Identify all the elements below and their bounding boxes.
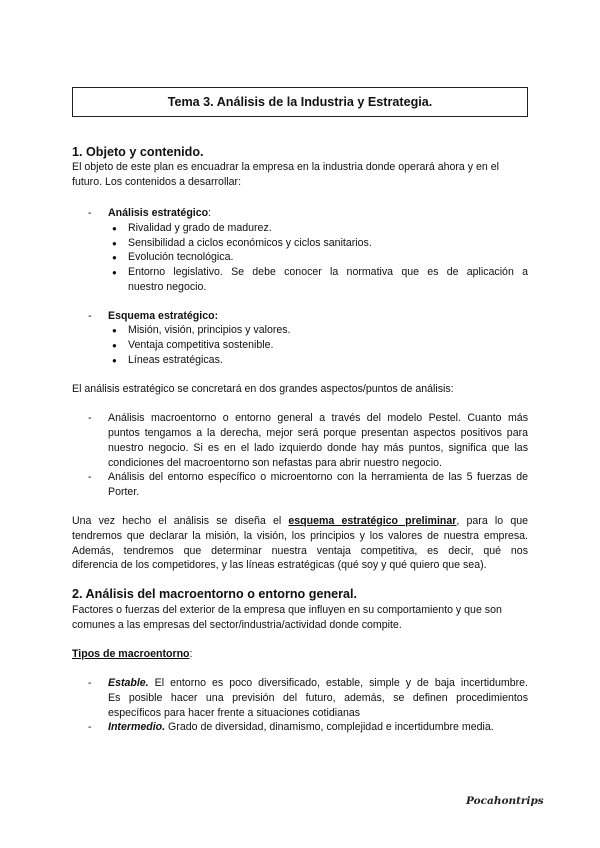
point-line: Análisis del entorno específico o microentorno con la herramienta de las 5 fuerzas de: [108, 471, 528, 483]
analysis-point-1: [88, 411, 528, 471]
type-line: [108, 676, 528, 691]
section-2-heading: 2. Análisis del macroentorno o entorno general.: [72, 587, 358, 601]
type-description: El entorno es poco diversificado, estable, simple y de baja incertidumbre.: [148, 677, 528, 689]
author-signature: Pocahontrips: [466, 795, 544, 807]
group-analisis-estrategico: [88, 206, 211, 221]
bullet-item: ● Evolución tecnológica.: [128, 250, 233, 265]
type-line: Es posible hacer una previsión del futuro, además, se definen procedimientos: [108, 692, 528, 704]
point-line: Análisis macroentorno o entorno general a través del modelo Pestel. Cuanto más: [108, 412, 528, 424]
section-2-intro-line-2: comunes a las empresas del sector/industria/actividad donde compite.: [72, 619, 402, 631]
type-name: Intermedio.: [108, 721, 166, 733]
group-label: Esquema estratégico:: [108, 310, 219, 322]
section-1-intro-line-2: futuro. Los contenidos a desarrollar:: [72, 176, 242, 188]
page-title: Tema 3. Análisis de la Industria y Estrategia.: [72, 87, 528, 117]
analysis-intro: El análisis estratégico se concretará en dos grandes aspectos/puntos de análisis:: [72, 383, 454, 395]
group-label-colon: :: [208, 207, 212, 219]
dash-marker: -: [88, 677, 92, 689]
closing-line-4: diferencia de los competidores, y las líneas estratégicas (qué soy y qué quiero que sea).: [72, 559, 487, 571]
types-heading: [72, 647, 192, 662]
point-line: condiciones del macroentorno son nefastas para abrir nuestro negocio.: [108, 457, 442, 469]
bullet-item: ● Ventaja competitiva sostenible.: [128, 338, 273, 353]
point-line: Porter.: [108, 486, 140, 498]
bullet-item: ● Sensibilidad a ciclos económicos y ciclos sanitarios.: [128, 236, 372, 251]
closing-line-1: [72, 514, 528, 529]
bullet-item-continuation: nuestro negocio.: [128, 281, 207, 293]
dash-marker: -: [88, 310, 92, 322]
bullet-item: ● Misión, visión, principios y valores.: [128, 323, 291, 338]
type-line: [108, 720, 528, 735]
dash-marker: -: [88, 207, 92, 219]
bullet-item: ● Rivalidad y grado de madurez.: [128, 221, 272, 236]
section-1-heading: 1. Objeto y contenido.: [72, 145, 204, 159]
group-label: Análisis estratégico: [108, 207, 209, 219]
bullet-item: ● Líneas estratégicas.: [128, 353, 223, 368]
types-label: Tipos de macroentorno: [72, 648, 190, 660]
group-esquema-estrategico: [88, 309, 218, 324]
bullet-item: ● Entorno legislativo. Se debe conocer la normativa que es de aplicación a: [128, 265, 528, 280]
type-estable: [88, 676, 528, 721]
type-description: Grado de diversidad, dinamismo, complejidad e incertidumbre media.: [165, 721, 494, 733]
type-intermedio: [88, 720, 528, 735]
analysis-point-2: [88, 470, 528, 500]
section-1-intro-line-1: El objeto de este plan es encuadrar la empresa en la industria donde operará ahora y en el: [72, 161, 499, 173]
dash-marker: -: [88, 721, 92, 733]
type-line: específicos para hacer frente a situaciones cotidianas: [108, 707, 361, 719]
point-line: puntos tengamos a la derecha, mejor será porque presentan aspectos positivos para: [108, 427, 528, 439]
dash-marker: -: [88, 471, 92, 483]
closing-text: Una vez hecho el análisis se diseña el: [72, 515, 289, 527]
closing-line-2: tendremos que declarar la misión, la visión, los principios y los valores de nuestra empresa.: [72, 530, 528, 542]
point-line: nuestro negocio. Si es en el lado izquierdo donde hay más puntos, significa que las: [108, 442, 528, 454]
section-2-intro-line-1: Factores o fuerzas del exterior de la empresa que influyen en su comportamiento y que son: [72, 604, 502, 616]
closing-text: , para lo que: [456, 515, 528, 527]
esquema-preliminar-link: esquema estratégico preliminar: [288, 515, 457, 527]
dash-marker: -: [88, 412, 92, 424]
type-name: Estable.: [108, 677, 149, 689]
closing-line-3: Además, tendremos que determinar nuestra ventaja competitiva, es decir, qué nos: [72, 545, 528, 557]
types-colon: :: [189, 648, 193, 660]
